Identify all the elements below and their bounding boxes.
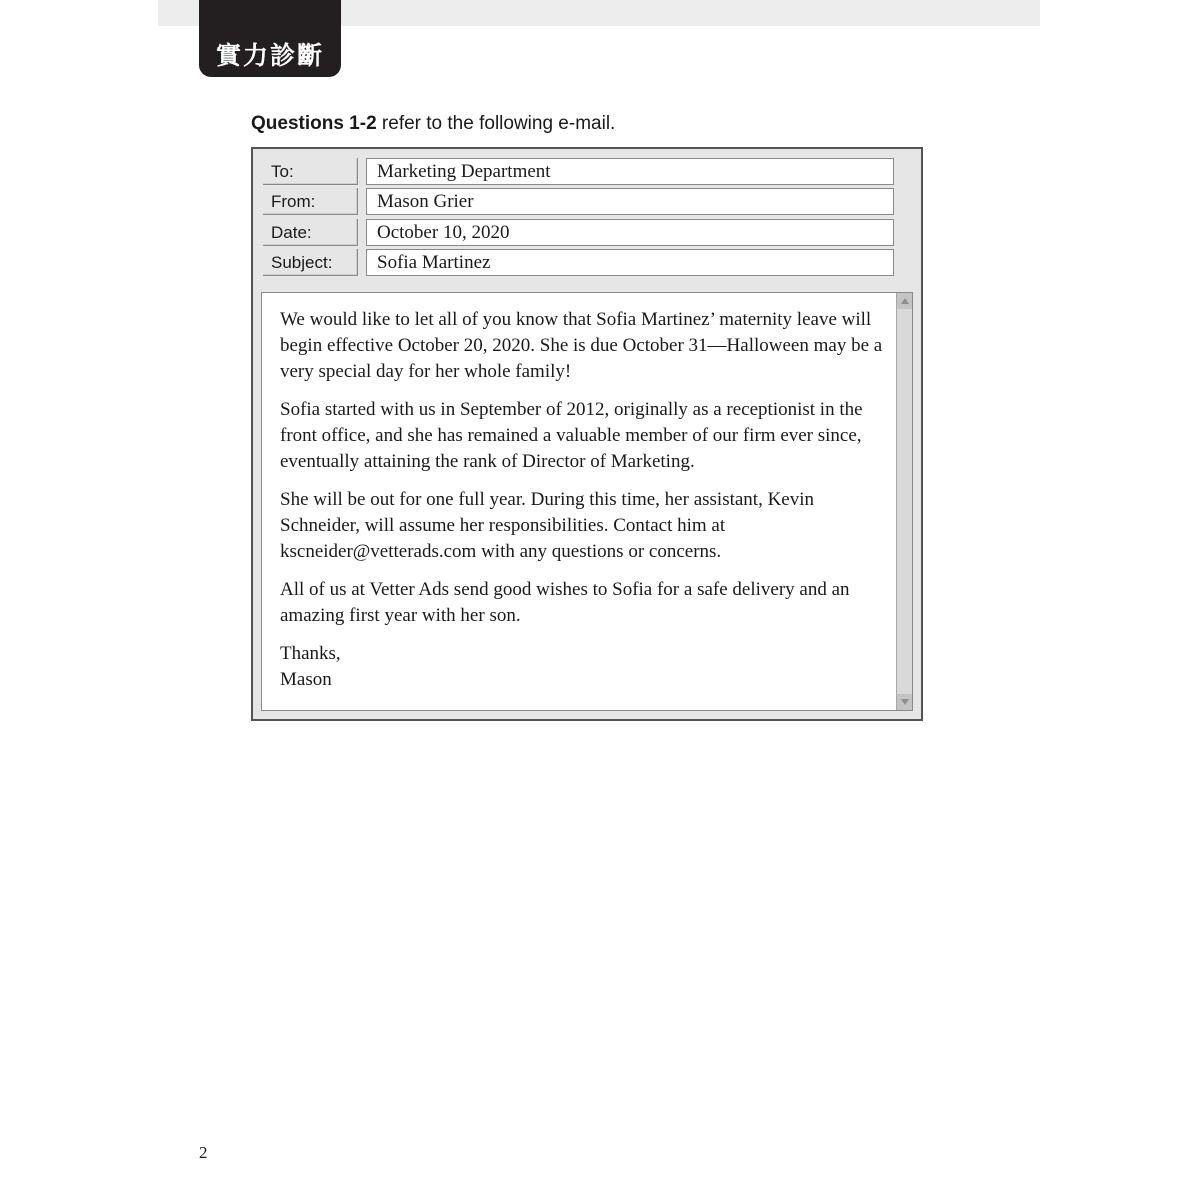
scroll-up-button[interactable] xyxy=(897,293,912,309)
body-paragraph-3: She will be out for one full year. During this time, her assistant, Kevin Schneider, will assume her responsibilities. Contact him at kscneider@vetterads.com with any questions or concerns. xyxy=(280,489,815,562)
from-field[interactable]: Mason Grier xyxy=(366,188,894,215)
body-paragraph-4: All of us at Vetter Ads send good wishes to Sofia for a safe delivery and an amazing first year with her son. xyxy=(280,579,850,626)
email-body-text xyxy=(280,307,892,693)
email-closing xyxy=(280,641,892,693)
signature-text: Mason xyxy=(280,669,332,690)
email-body[interactable] xyxy=(261,292,913,711)
email-window xyxy=(251,147,923,721)
body-paragraph-2: Sofia started with us in September of 2012, originally as a receptionist in the front office, and she has remained a valuable member of our firm ever since, eventually attaining the rank of Director of Marketing. xyxy=(280,399,863,472)
body-paragraph-1: We would like to let all of you know that Sofia Martinez’ maternity leave will begin effective October 20, 2020. She is due October 31—Halloween may be a very special day for her whole family! xyxy=(280,309,883,382)
to-label: To: xyxy=(263,158,358,185)
instruction-text: refer to the following e-mail. xyxy=(376,113,616,134)
to-field[interactable]: Marketing Department xyxy=(366,158,894,185)
scroll-up-arrow-icon xyxy=(901,298,909,304)
email-body-scrollbar[interactable] xyxy=(896,293,912,710)
page-number: 2 xyxy=(199,1143,208,1162)
question-instruction xyxy=(251,113,615,135)
scroll-down-button[interactable] xyxy=(897,694,912,710)
closing-text: Thanks, xyxy=(280,643,341,664)
section-tab xyxy=(199,0,341,77)
question-range: Questions 1-2 xyxy=(251,113,377,134)
scroll-down-arrow-icon xyxy=(901,699,909,705)
subject-field[interactable]: Sofia Martinez xyxy=(366,249,894,276)
section-tab-label: 實力診斷 xyxy=(215,40,324,70)
date-label: Date: xyxy=(263,219,358,246)
from-label: From: xyxy=(263,188,358,215)
date-field[interactable]: October 10, 2020 xyxy=(366,219,894,246)
subject-label: Subject: xyxy=(263,249,358,276)
